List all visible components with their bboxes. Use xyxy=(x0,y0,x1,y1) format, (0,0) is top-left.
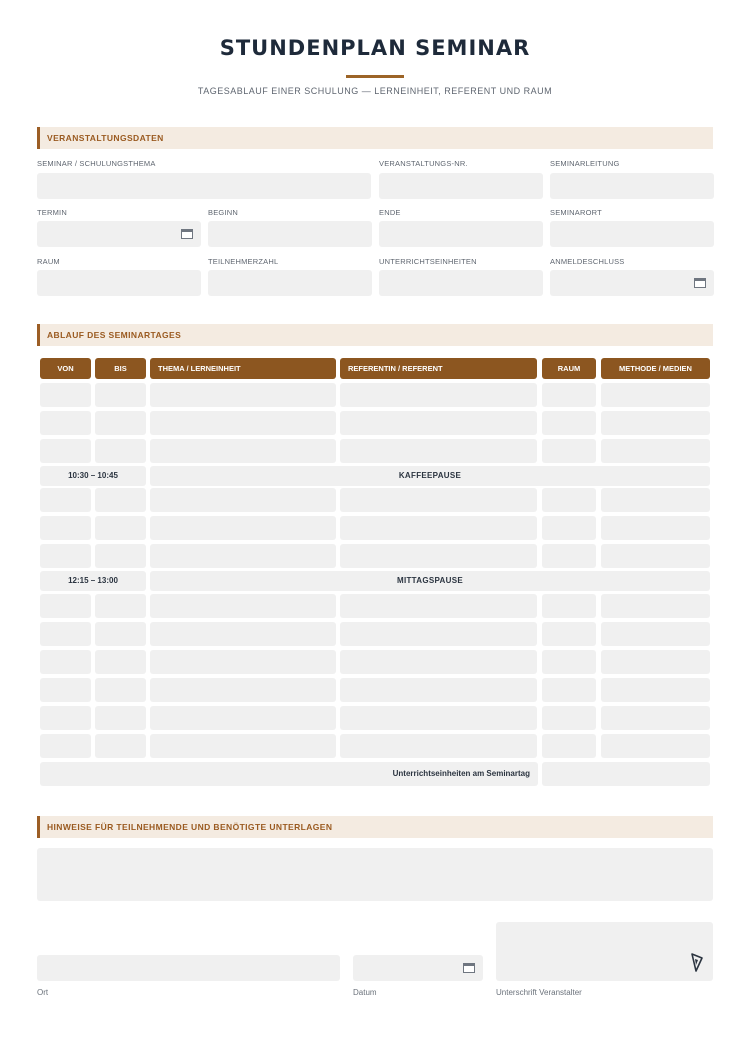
schedule-cell-thema[interactable] xyxy=(150,439,336,463)
schedule-cell-referent[interactable] xyxy=(340,734,537,758)
label-termin: TERMIN xyxy=(37,208,67,217)
schedule-cell-methode[interactable] xyxy=(601,488,710,512)
schedule-cell-raum[interactable] xyxy=(542,544,596,568)
calendar-icon[interactable] xyxy=(694,278,706,288)
unterrichtseinheiten-field[interactable] xyxy=(379,270,543,296)
ort-field[interactable] xyxy=(37,955,340,981)
schedule-cell-methode[interactable] xyxy=(601,594,710,618)
schedule-cell-von[interactable] xyxy=(40,678,91,702)
calendar-icon[interactable] xyxy=(181,229,193,239)
schedule-cell-raum[interactable] xyxy=(542,594,596,618)
schedule-cell-methode[interactable] xyxy=(601,411,710,435)
beginn-field[interactable] xyxy=(208,221,372,247)
schedule-cell-thema[interactable] xyxy=(150,411,336,435)
schedule-cell-methode[interactable] xyxy=(601,439,710,463)
schedule-cell-raum[interactable] xyxy=(542,411,596,435)
schedule-cell-thema[interactable] xyxy=(150,706,336,730)
schedule-cell-von[interactable] xyxy=(40,706,91,730)
schedule-cell-bis[interactable] xyxy=(95,622,146,646)
schedule-cell-methode[interactable] xyxy=(601,706,710,730)
schedule-cell-von[interactable] xyxy=(40,594,91,618)
schedule-cell-bis[interactable] xyxy=(95,650,146,674)
label-anmeldeschluss: ANMELDESCHLUSS xyxy=(550,257,625,266)
schedule-cell-thema[interactable] xyxy=(150,734,336,758)
schedule-cell-von[interactable] xyxy=(40,439,91,463)
signature-field[interactable] xyxy=(496,922,713,981)
schedule-cell-referent[interactable] xyxy=(340,622,537,646)
schedule-cell-raum[interactable] xyxy=(542,622,596,646)
schedule-cell-bis[interactable] xyxy=(95,439,146,463)
label-seminarleitung: SEMINARLEITUNG xyxy=(550,159,620,168)
label-unterrichtseinheiten: UNTERRICHTSEINHEITEN xyxy=(379,257,477,266)
schedule-cell-referent[interactable] xyxy=(340,544,537,568)
schedule-cell-methode[interactable] xyxy=(601,544,710,568)
schedule-cell-thema[interactable] xyxy=(150,488,336,512)
break-time-kaffee: 10:30 – 10:45 xyxy=(40,466,146,486)
schedule-cell-referent[interactable] xyxy=(340,383,537,407)
schedule-cell-raum[interactable] xyxy=(542,488,596,512)
schedule-cell-von[interactable] xyxy=(40,516,91,540)
label-teilnehmerzahl: TEILNEHMERZAHL xyxy=(208,257,279,266)
schedule-cell-bis[interactable] xyxy=(95,734,146,758)
schedule-cell-von[interactable] xyxy=(40,488,91,512)
schedule-cell-raum[interactable] xyxy=(542,678,596,702)
pen-icon xyxy=(689,951,705,973)
schedule-cell-methode[interactable] xyxy=(601,383,710,407)
break-time-mittag: 12:15 – 13:00 xyxy=(40,571,146,591)
schedule-cell-methode[interactable] xyxy=(601,734,710,758)
column-header-methode: METHODE / MEDIEN xyxy=(601,358,710,379)
schedule-cell-raum[interactable] xyxy=(542,734,596,758)
schedule-cell-bis[interactable] xyxy=(95,706,146,730)
schedule-cell-bis[interactable] xyxy=(95,411,146,435)
section-header-schedule: ABLAUF DES SEMINARTAGES xyxy=(37,324,713,346)
ende-field[interactable] xyxy=(379,221,543,247)
schedule-cell-thema[interactable] xyxy=(150,622,336,646)
break-label-mittag: MITTAGSPAUSE xyxy=(150,571,710,591)
column-header-raum: RAUM xyxy=(542,358,596,379)
datum-label: Datum xyxy=(353,988,377,997)
anmeldeschluss-field[interactable] xyxy=(550,270,714,296)
section-header-notes: HINWEISE FÜR TEILNEHMENDE UND BENÖTIGTE UNTERLAGEN xyxy=(37,816,713,838)
schedule-cell-raum[interactable] xyxy=(542,439,596,463)
seminar-thema-field[interactable] xyxy=(37,173,371,199)
schedule-cell-raum[interactable] xyxy=(542,706,596,730)
schedule-cell-bis[interactable] xyxy=(95,516,146,540)
schedule-cell-bis[interactable] xyxy=(95,678,146,702)
label-ende: ENDE xyxy=(379,208,401,217)
schedule-cell-methode[interactable] xyxy=(601,622,710,646)
summary-label: Unterrichtseinheiten am Seminartag xyxy=(40,762,538,786)
schedule-cell-methode[interactable] xyxy=(601,650,710,674)
schedule-cell-referent[interactable] xyxy=(340,488,537,512)
unterschrift-label: Unterschrift Veranstalter xyxy=(496,988,582,997)
break-label-kaffee: KAFFEEPAUSE xyxy=(150,466,710,486)
summary-value-field[interactable] xyxy=(542,762,710,786)
column-header-bis: BIS xyxy=(95,358,146,379)
schedule-cell-referent[interactable] xyxy=(340,439,537,463)
seminarort-field[interactable] xyxy=(550,221,714,247)
schedule-cell-referent[interactable] xyxy=(340,678,537,702)
schedule-cell-bis[interactable] xyxy=(95,488,146,512)
seminarleitung-field[interactable] xyxy=(550,173,714,199)
schedule-cell-bis[interactable] xyxy=(95,383,146,407)
label-beginn: BEGINN xyxy=(208,208,238,217)
schedule-cell-bis[interactable] xyxy=(95,594,146,618)
schedule-cell-von[interactable] xyxy=(40,383,91,407)
schedule-cell-thema[interactable] xyxy=(150,383,336,407)
column-header-von: VON xyxy=(40,358,91,379)
page-subtitle: TAGESABLAUF EINER SCHULUNG — LERNEINHEIT, REFERENT UND RAUM xyxy=(197,86,553,96)
veranstaltungs-nr-field[interactable] xyxy=(379,173,543,199)
schedule-cell-referent[interactable] xyxy=(340,594,537,618)
schedule-cell-referent[interactable] xyxy=(340,706,537,730)
column-header-referent: REFERENTIN / REFERENT xyxy=(340,358,537,379)
label-seminarort: SEMINARORT xyxy=(550,208,602,217)
calendar-icon[interactable] xyxy=(463,963,475,973)
teilnehmerzahl-field[interactable] xyxy=(208,270,372,296)
schedule-cell-thema[interactable] xyxy=(150,516,336,540)
schedule-cell-von[interactable] xyxy=(40,544,91,568)
notes-field[interactable] xyxy=(37,848,713,901)
schedule-cell-thema[interactable] xyxy=(150,544,336,568)
label-veranstaltungs-nr: VERANSTALTUNGS-NR. xyxy=(379,159,468,168)
schedule-cell-methode[interactable] xyxy=(601,516,710,540)
schedule-cell-methode[interactable] xyxy=(601,678,710,702)
termin-field[interactable] xyxy=(37,221,201,247)
schedule-cell-thema[interactable] xyxy=(150,594,336,618)
ort-label: Ort xyxy=(37,988,49,997)
schedule-cell-referent[interactable] xyxy=(340,650,537,674)
section-header-event: VERANSTALTUNGSDATEN xyxy=(37,127,713,149)
schedule-cell-thema[interactable] xyxy=(150,678,336,702)
page-title: STUNDENPLAN SEMINAR xyxy=(219,36,531,60)
schedule-cell-von[interactable] xyxy=(40,734,91,758)
column-header-thema: THEMA / LERNEINHEIT xyxy=(150,358,336,379)
schedule-cell-von[interactable] xyxy=(40,622,91,646)
schedule-cell-referent[interactable] xyxy=(340,411,537,435)
schedule-cell-von[interactable] xyxy=(40,411,91,435)
schedule-cell-von[interactable] xyxy=(40,650,91,674)
raum-field[interactable] xyxy=(37,270,201,296)
schedule-cell-raum[interactable] xyxy=(542,383,596,407)
schedule-cell-bis[interactable] xyxy=(95,544,146,568)
schedule-cell-referent[interactable] xyxy=(340,516,537,540)
title-rule xyxy=(346,75,404,78)
schedule-cell-thema[interactable] xyxy=(150,650,336,674)
schedule-cell-raum[interactable] xyxy=(542,516,596,540)
label-raum: RAUM xyxy=(37,257,60,266)
label-seminar-thema: SEMINAR / SCHULUNGSTHEMA xyxy=(37,159,156,168)
datum-field[interactable] xyxy=(353,955,483,981)
schedule-cell-raum[interactable] xyxy=(542,650,596,674)
